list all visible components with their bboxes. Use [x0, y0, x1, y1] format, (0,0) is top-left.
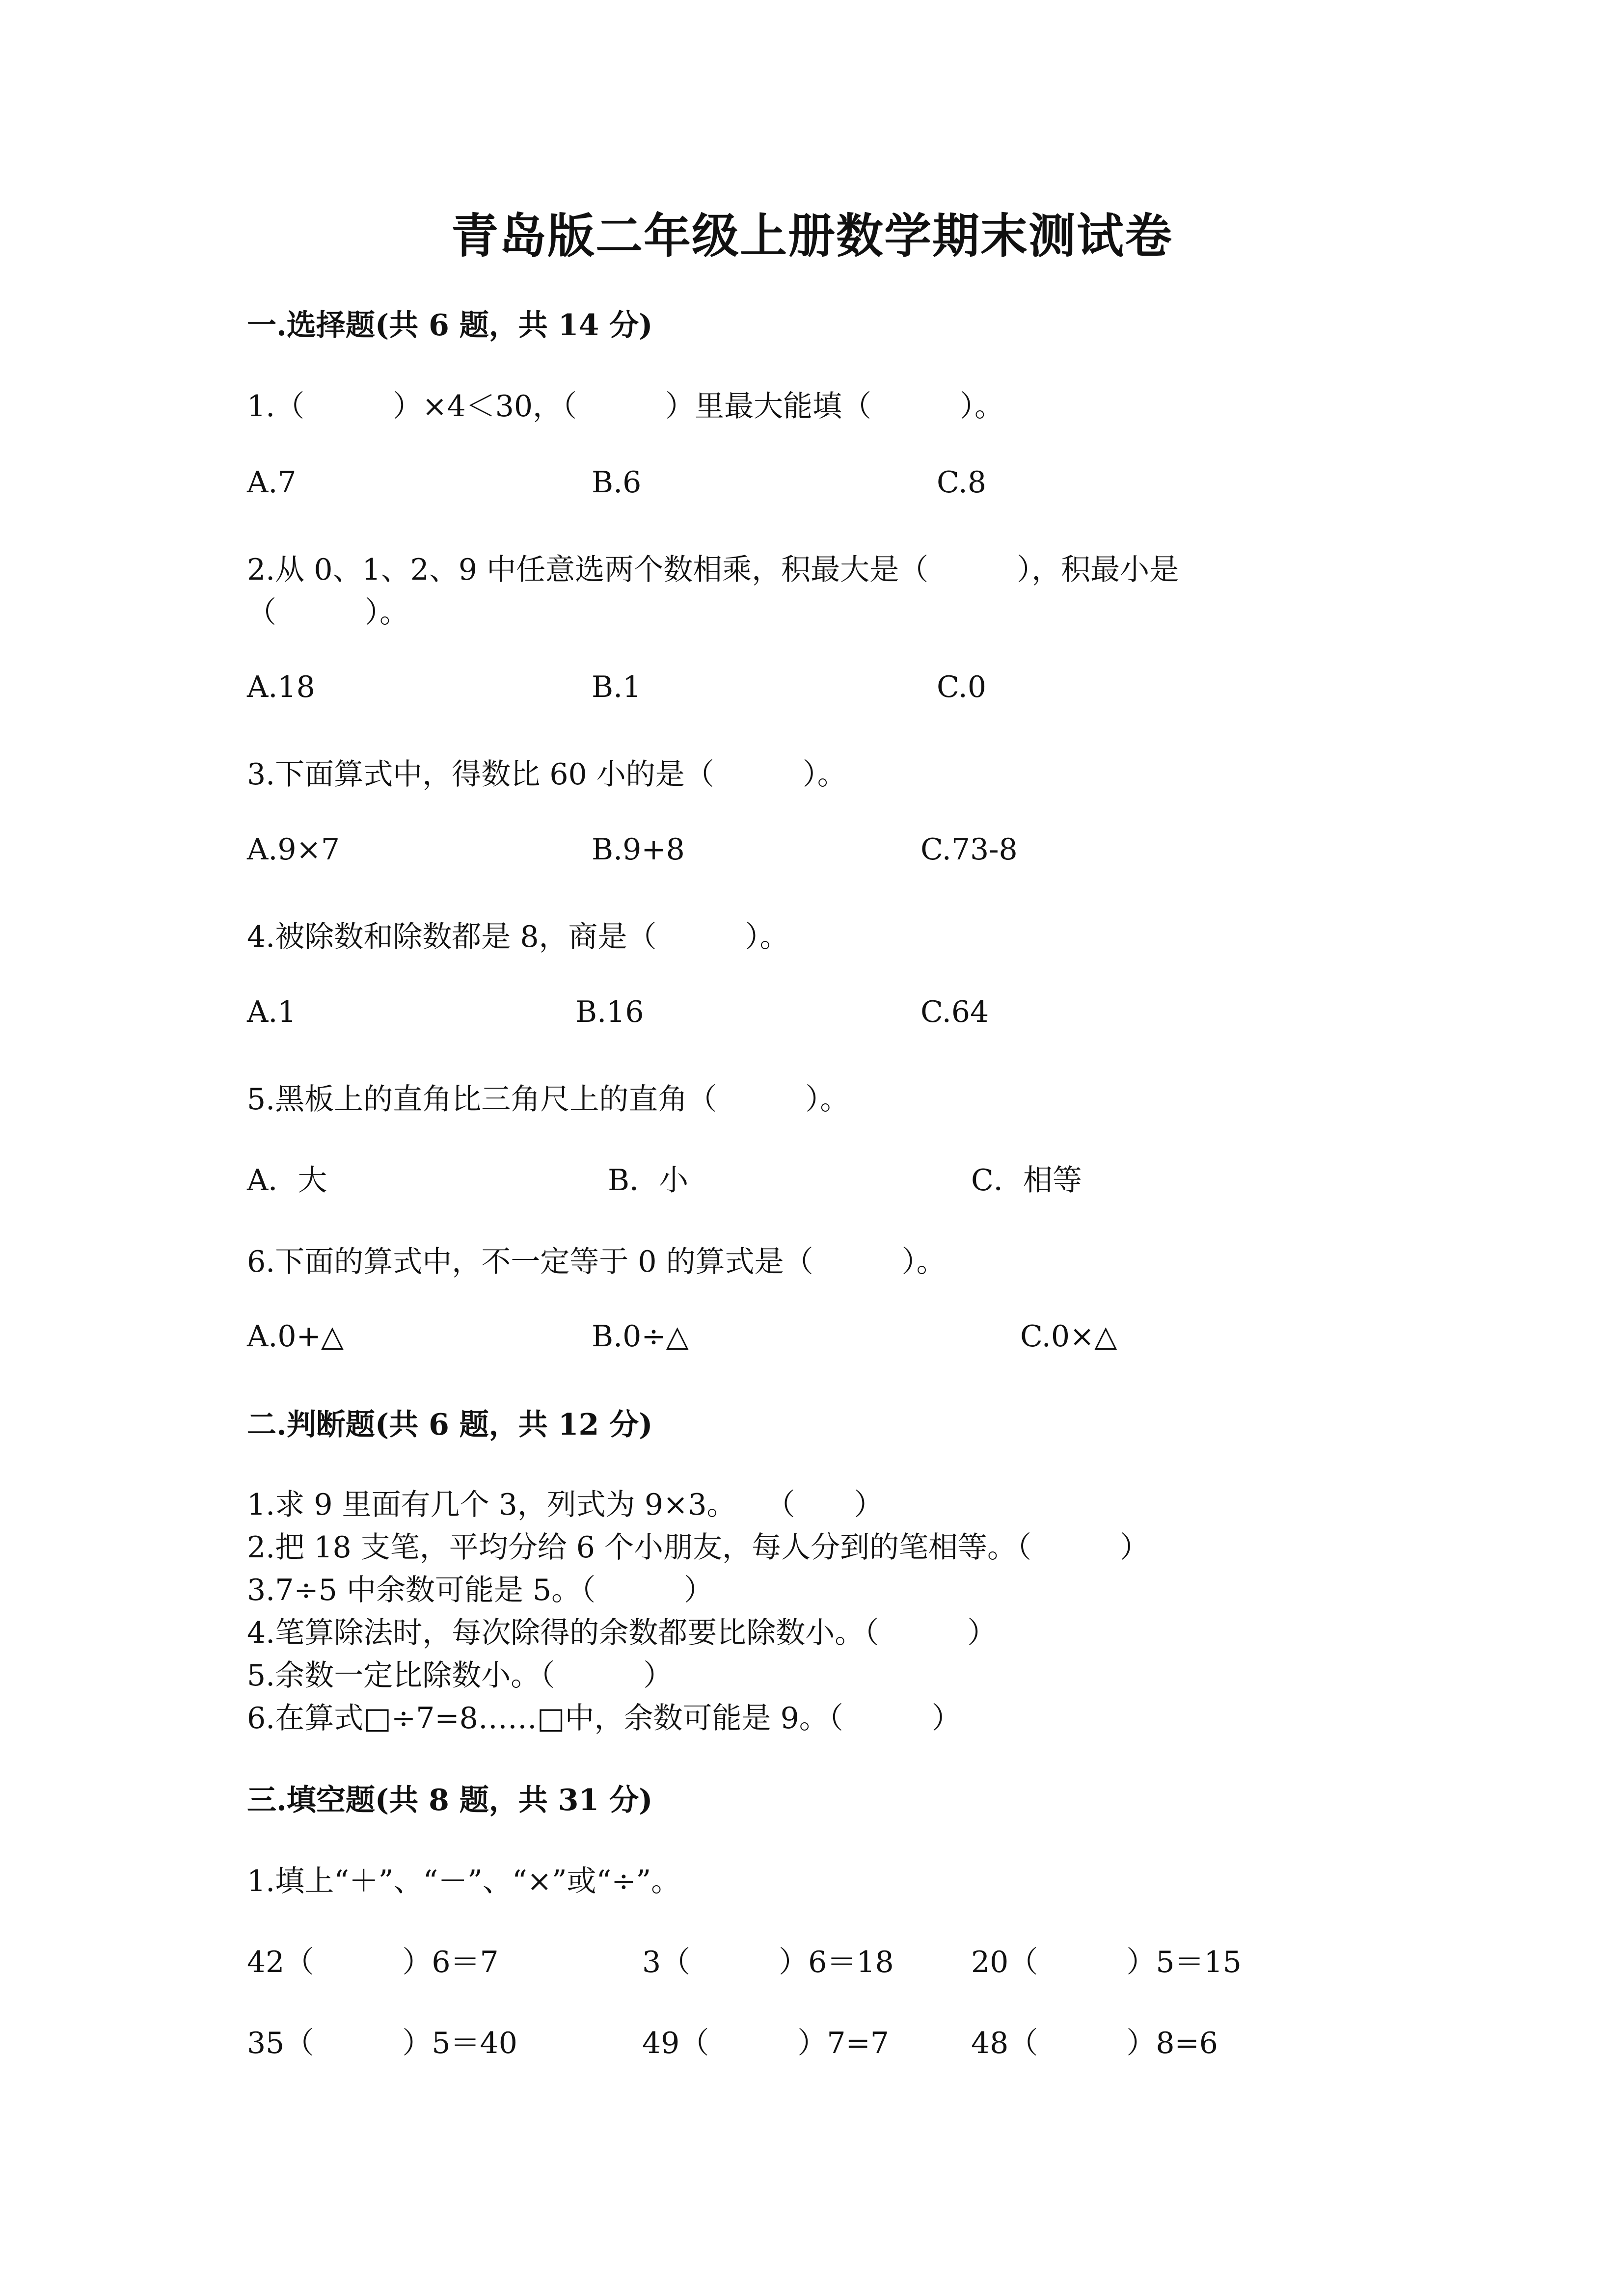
option-a: A．大 — [247, 1163, 327, 1198]
option-b: B.9+8 — [592, 832, 685, 867]
option-a: A.18 — [247, 670, 315, 704]
option-b: B.16 — [575, 995, 644, 1029]
question-6: 6.下面的算式中，不一定等于 0 的算式是（ ）。 — [247, 1245, 946, 1279]
option-c: C.0 — [937, 670, 987, 704]
question-2-cont: （ ）。 — [247, 595, 409, 630]
section-heading-choice: 一.选择题(共 6 题，共 14 分) — [247, 308, 653, 343]
option-c: C．相等 — [971, 1163, 1082, 1198]
option-b: B．小 — [608, 1163, 689, 1198]
option-a: A.0+△ — [247, 1319, 344, 1354]
judge-item-5: 5.余数一定比除数小。（ ） — [247, 1658, 673, 1693]
question-2: 2.从 0、1、2、9 中任意选两个数相乘，积最大是（ ），积最小是 — [247, 553, 1179, 587]
fill-blank-expression: 49（ ）7=7 — [642, 2026, 889, 2060]
fill-blank-expression: 20（ ）5＝15 — [971, 1945, 1242, 1979]
judge-item-6: 6.在算式□÷7=8……□中，余数可能是 9。（ ） — [247, 1701, 961, 1735]
judge-item-1: 1.求 9 里面有几个 3，列式为 9×3。 （ ） — [247, 1488, 884, 1522]
section-heading-fill: 三.填空题(共 8 题，共 31 分) — [247, 1783, 653, 1817]
fill-blank-expression: 48（ ）8=6 — [971, 2026, 1218, 2060]
option-c: C.0×△ — [1020, 1319, 1117, 1354]
question-5: 5.黑板上的直角比三角尺上的直角（ ）。 — [247, 1082, 850, 1117]
question-3: 3.下面算式中，得数比 60 小的是（ ）。 — [247, 757, 847, 792]
section-heading-judge: 二.判断题(共 6 题，共 12 分) — [247, 1408, 653, 1442]
question-1: 1.（ ）×4＜30，（ ）里最大能填（ ）。 — [247, 389, 1004, 424]
option-c: C.64 — [920, 995, 989, 1029]
option-b: B.6 — [592, 465, 642, 500]
option-c: C.8 — [937, 465, 987, 500]
option-b: B.1 — [592, 670, 642, 704]
option-a: A.9×7 — [247, 832, 340, 867]
fill-blank-expression: 42（ ）6＝7 — [247, 1945, 499, 1979]
fill-blank-expression: 35（ ）5＝40 — [247, 2026, 517, 2060]
option-c: C.73-8 — [920, 832, 1018, 867]
fill-question-1: 1.填上“＋”、“－”、“×”或“÷”。 — [247, 1864, 681, 1898]
option-a: A.7 — [247, 465, 297, 500]
fill-blank-expression: 3（ ）6＝18 — [642, 1945, 894, 1979]
judge-item-2: 2.把 18 支笔，平均分给 6 个小朋友，每人分到的笔相等。（ ） — [247, 1530, 1150, 1565]
judge-item-4: 4.笔算除法时，每次除得的余数都要比除数小。（ ） — [247, 1616, 997, 1650]
option-a: A.1 — [247, 995, 297, 1029]
judge-item-3: 3.7÷5 中余数可能是 5。（ ） — [247, 1573, 714, 1607]
option-b: B.0÷△ — [592, 1319, 689, 1354]
page-title: 青岛版二年级上册数学期末测试卷 — [451, 208, 1173, 264]
question-4: 4.被除数和除数都是 8，商是（ ）。 — [247, 920, 789, 954]
